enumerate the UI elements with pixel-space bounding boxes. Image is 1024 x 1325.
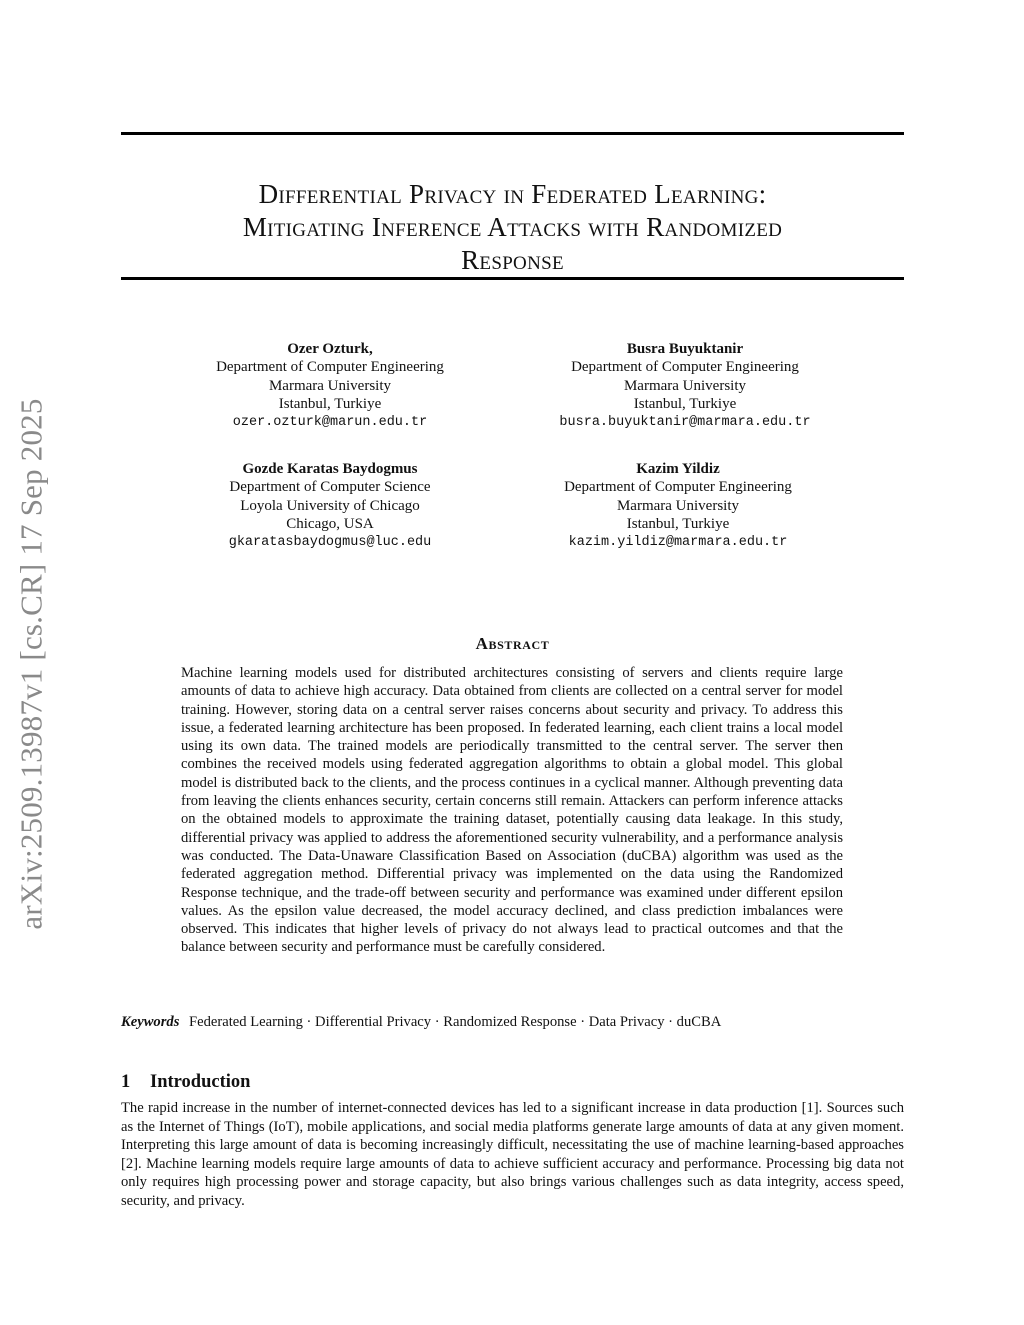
author-name: Gozde Karatas Baydogmus xyxy=(242,461,418,477)
author-institution: Loyola University of Chicago xyxy=(240,497,420,514)
title-top-rule xyxy=(121,132,904,135)
paper-title-line-3: Response xyxy=(461,245,564,276)
author-location: Istanbul, Turkiye xyxy=(278,396,382,413)
author-email: ozer.ozturk@marun.edu.tr xyxy=(232,414,428,430)
author-email: busra.buyuktanir@marmara.edu.tr xyxy=(559,414,811,430)
abstract-text: Machine learning models used for distributed architectures consisting of servers and clients require large amounts of data to achieve high accuracy. Data obtained from clients are collected on a central server for model training. However, storing data on a central server raises concerns about security and privacy. To address this issue, a federated learning architecture has been proposed. In federated learning, each client trains a local model using its own data. The trained models are periodically transmitted to the central server. The server then combines the received models using federated aggregation algorithms to obtain a global model. This global model is distributed back to the clients, and the process continues in a cyclical manner. Although preventing data from leaving the clients enhances security, certain concerns still remain. Attackers can perform inference attacks on the obtained models to approximate the training dataset, potentially causing data leakage. In this study, differential privacy was applied to address the aforementioned security vulnerability, and a performance analysis was conducted. The Data-Unaware Classification Based on Association (duCBA) algorithm was used as the federated aggregation method. Differential privacy was implemented on the data using the Randomized Response technique, and the trade-off between security and performance was examined under different epsilon values. As the epsilon value decreased, the model accuracy declined, and class prediction imbalances were observed. This indicates that higher levels of privacy do not always lead to practical outcomes and that the balance between security and performance must be carefully considered. xyxy=(181,665,843,956)
keywords-line xyxy=(121,1013,904,1031)
section-number: 1 xyxy=(121,1072,131,1093)
author-location: Chicago, USA xyxy=(286,516,374,533)
author-location: Istanbul, Turkiye xyxy=(633,396,737,413)
arxiv-identifier-stamp xyxy=(0,374,64,954)
author-institution: Marmara University xyxy=(268,377,392,394)
introduction-paragraph: The rapid increase in the number of internet-connected devices has led to a significant increase in data production [1]. Sources such as the Internet of Things (IoT), mobile applications, and social media platforms generate large amounts of data at any given moment. Interpreting this large amount of data is becoming increasingly difficult, necessitating the use of machine learning-based approaches [2]. Machine learning models require large amounts of data to achieve sufficient accuracy and performance. Processing big data not only requires high processing power and storage capacity, but also brings various challenges such as data integrity, access speed, security, and privacy. xyxy=(121,1100,904,1209)
author-institution: Marmara University xyxy=(616,497,740,514)
keywords-list: Federated Learning · Differential Privacy · Randomized Response · Data Privacy · duCBA xyxy=(189,1014,722,1030)
author-location: Istanbul, Turkiye xyxy=(626,516,730,533)
abstract-heading: Abstract xyxy=(475,634,550,653)
keywords-label: Keywords xyxy=(121,1014,180,1030)
author-institution: Marmara University xyxy=(623,377,747,394)
author-department: Department of Computer Engineering xyxy=(216,359,444,376)
author-name: Busra Buyuktanir xyxy=(626,341,744,357)
title-bottom-rule xyxy=(121,277,904,280)
paper-title-line-2: Mitigating Inference Attacks with Randomized xyxy=(242,212,783,243)
author-email: kazim.yildiz@marmara.edu.tr xyxy=(568,534,788,550)
author-block xyxy=(513,460,843,552)
author-name: Ozer Ozturk, xyxy=(287,341,373,357)
author-email: gkaratasbaydogmus@luc.edu xyxy=(228,534,432,550)
author-block xyxy=(165,460,495,552)
section-heading-introduction xyxy=(121,1072,250,1093)
author-department: Department of Computer Engineering xyxy=(571,359,799,376)
author-block xyxy=(520,340,850,432)
author-name: Kazim Yildiz xyxy=(636,461,720,477)
author-department: Department of Computer Science xyxy=(229,479,431,496)
arxiv-identifier-text: arXiv:2509.13987v1 [cs.CR] 17 Sep 2025 xyxy=(14,398,49,930)
section-title: Introduction xyxy=(150,1072,251,1093)
author-block xyxy=(165,340,495,432)
author-department: Department of Computer Engineering xyxy=(564,479,792,496)
paper-title-line-1: Differential Privacy in Federated Learning: xyxy=(258,179,767,210)
paper-title xyxy=(121,178,904,277)
